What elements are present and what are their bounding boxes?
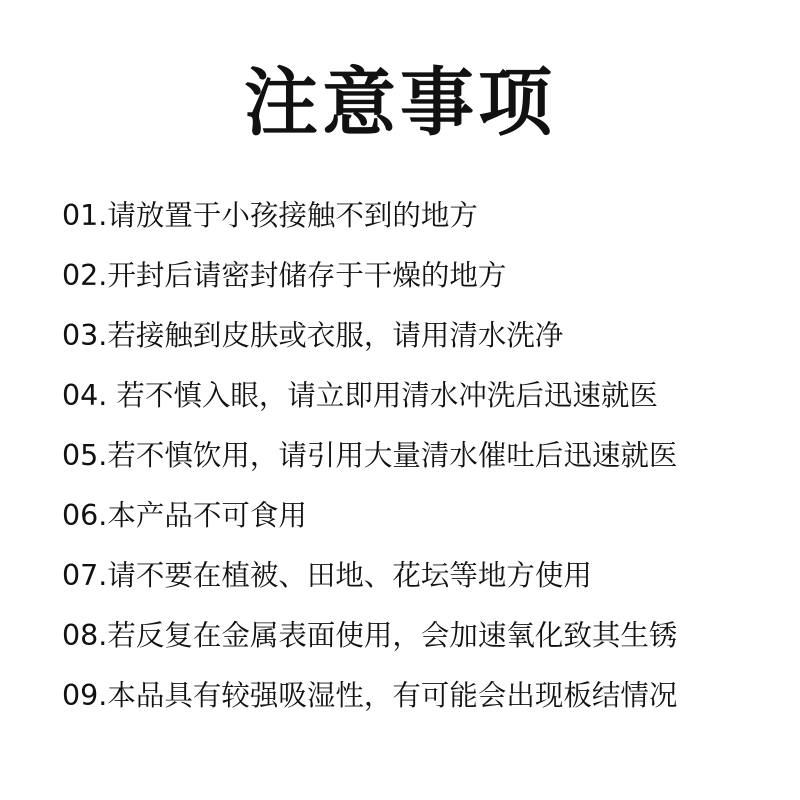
- list-item: 02.开封后请密封储存于干燥的地方: [62, 259, 507, 292]
- list-item: 09.本品具有较强吸湿性，有可能会出现板结情况: [62, 679, 678, 712]
- list-item: 03.若接触到皮肤或衣服，请用清水洗净: [62, 319, 564, 352]
- list-item: 06.本产品不可食用: [62, 499, 307, 532]
- list-item: 04. 若不慎入眼，请立即用清水冲洗后迅速就医: [62, 379, 658, 412]
- list-item: 01.请放置于小孩接触不到的地方: [62, 199, 478, 232]
- precautions-list: [62, 190, 782, 730]
- list-item: 05.若不慎饮用，请引用大量清水催吐后迅速就医: [62, 439, 678, 472]
- page-title: 注意事项: [244, 60, 556, 146]
- list-item: 07.请不要在植被、田地、花坛等地方使用: [62, 559, 592, 592]
- list-item: 08.若反复在金属表面使用，会加速氧化致其生锈: [62, 619, 678, 652]
